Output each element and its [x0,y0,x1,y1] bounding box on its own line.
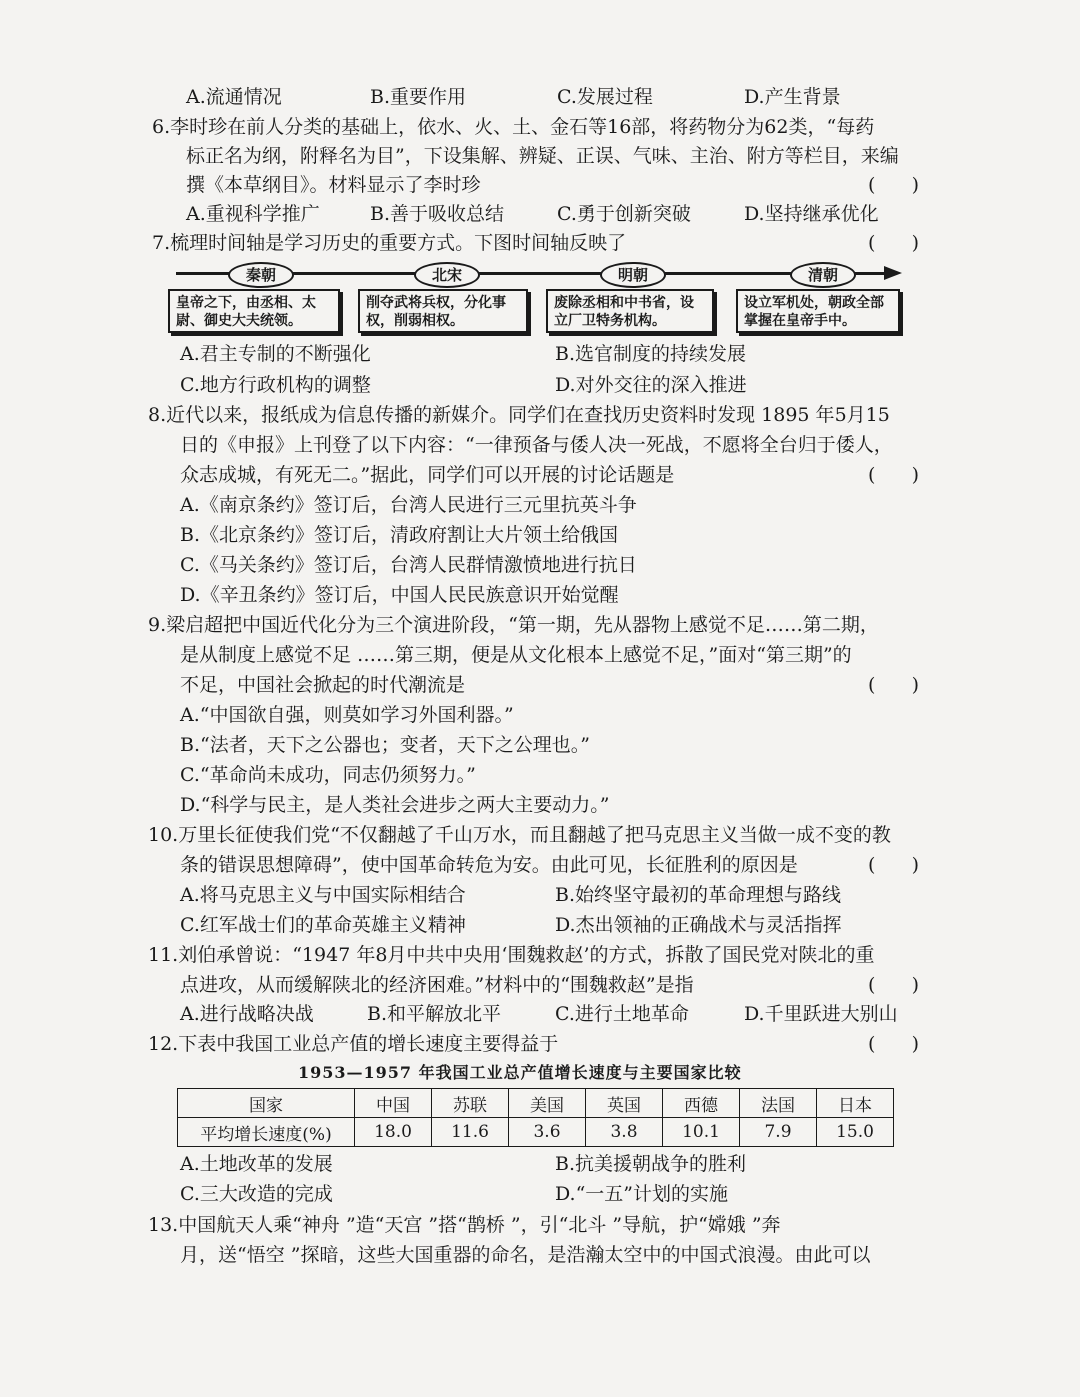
q7-option-c[interactable]: C.地方行政机构的调整 [180,374,371,396]
q7-stem: 7.梳理时间轴是学习历史的重要方式。下图时间轴反映了 [152,232,627,254]
q8-stem-line: 8.近代以来，报纸成为信息传播的新媒介。同学们在查找历史资料时发现 1895 年5月15 [148,404,890,426]
q6-answer-blank[interactable]: ( ) [868,174,920,196]
q6-option-a[interactable]: A.重视科学推广 [186,203,320,225]
q11-answer-blank[interactable]: ( ) [868,974,920,996]
q12-option-c[interactable]: C.三大改造的完成 [180,1183,333,1205]
q8-option-c[interactable]: C.《马关条约》签订后，台湾人民群情激愤地进行抗日 [180,554,637,576]
table-row [178,1089,894,1118]
q5-option-c[interactable]: C.发展过程 [557,86,653,108]
q5-option-b[interactable]: B.重要作用 [370,86,467,108]
q10-stem-line: 10.万里长征使我们党“不仅翻越了千山万水，而且翻越了把马克思主义当做一成不变的教 [148,824,891,846]
q8-stem-line: 众志成城，有死无二。”据此，同学们可以开展的讨论话题是 [180,464,675,486]
q12-option-b[interactable]: B.抗美援朝战争的胜利 [555,1153,747,1175]
q8-answer-blank[interactable]: ( ) [868,464,920,486]
q8-option-d[interactable]: D.《辛丑条约》签订后，中国人民民族意识开始觉醒 [180,584,619,606]
q10-option-b[interactable]: B.始终坚守最初的革命理想与路线 [555,884,842,906]
table-cell-country: 法国 [740,1089,817,1118]
q11-option-a[interactable]: A.进行战略决战 [180,1003,314,1025]
q9-option-c[interactable]: C.“革命尚未成功，同志仍须努力。” [180,764,476,786]
timeline-era-qin: 秦朝 [228,262,294,288]
q12-growth-table [177,1088,894,1147]
q9-option-d[interactable]: D.“科学与民主，是人类社会进步之两大主要动力。” [180,794,610,816]
q9-answer-blank[interactable]: ( ) [868,674,920,696]
timeline-note-beisong: 削夺武将兵权，分化事权，削弱相权。 [358,289,528,333]
q6-stem-line: 6.李时珍在前人分类的基础上，依水、火、土、金石等16部，将药物分为62类，“每药 [152,116,875,138]
q13-stem-line: 13.中国航天人乘“神舟 ”造“天宫 ”搭“鹊桥 ”，引“北斗 ”导航，护“嫦娥 ”奔 [148,1214,781,1236]
q6-stem-line: 撰《本草纲目》。材料显示了李时珍 [186,174,481,196]
q11-stem-line: 点进攻，从而缓解陕北的经济困难。”材料中的“围魏救赵”是指 [180,974,694,996]
table-cell-rate: 7.9 [740,1118,817,1147]
q7-option-a[interactable]: A.君主专制的不断强化 [180,343,371,365]
timeline-era-ming: 明朝 [600,262,666,288]
q12-table-title: 1953—1957 年我国工业总产值增长速度与主要国家比较 [298,1063,742,1082]
q10-option-a[interactable]: A.将马克思主义与中国实际相结合 [180,884,466,906]
timeline-note-qin: 皇帝之下，由丞相、太尉、御史大夫统领。 [168,289,340,333]
q12-option-d[interactable]: D.“一五”计划的实施 [555,1183,729,1205]
q9-stem-line: 9.梁启超把中国近代化分为三个演进阶段，“第一期，先从器物上感觉不足……第二期， [148,614,879,636]
q6-option-c[interactable]: C.勇于创新突破 [557,203,691,225]
timeline-note-ming: 废除丞相和中书省，设立厂卫特务机构。 [546,289,714,333]
table-cell-country: 西德 [663,1089,740,1118]
q5-option-d[interactable]: D.产生背景 [744,86,841,108]
q10-stem-line: 条的错误思想障碍”，使中国革命转危为安。由此可见，长征胜利的原因是 [180,854,798,876]
q12-answer-blank[interactable]: ( ) [868,1033,920,1055]
table-row-header: 国家 [178,1089,355,1118]
q9-stem-line: 不足，中国社会掀起的时代潮流是 [180,674,466,696]
q8-stem-line: 日的《申报》上刊登了以下内容：“一律预备与倭人决一死战，不愿将全台归于倭人， [180,434,893,456]
q8-option-a[interactable]: A.《南京条约》签订后，台湾人民进行三元里抗英斗争 [180,494,637,516]
q11-option-d[interactable]: D.千里跃进大别山 [744,1003,898,1025]
q9-stem-line: 是从制度上感觉不足 ……第三期，便是从文化根本上感觉不足，”面对“第三期”的 [180,644,852,666]
timeline-era-beisong: 北宋 [414,262,480,288]
q12-stem: 12.下表中我国工业总产值的增长速度主要得益于 [148,1033,559,1055]
table-cell-country: 中国 [355,1089,432,1118]
table-cell-rate: 11.6 [432,1118,509,1147]
table-cell-country: 苏联 [432,1089,509,1118]
q6-option-b[interactable]: B.善于吸收总结 [370,203,505,225]
q10-answer-blank[interactable]: ( ) [868,854,920,876]
table-row [178,1118,894,1147]
q8-option-b[interactable]: B.《北京条约》签订后，清政府割让大片领土给俄国 [180,524,619,546]
q11-option-b[interactable]: B.和平解放北平 [367,1003,502,1025]
table-cell-rate: 3.6 [509,1118,586,1147]
table-cell-rate: 18.0 [355,1118,432,1147]
q7-option-b[interactable]: B.选官制度的持续发展 [555,343,747,365]
q6-stem-line: 标正名为纲，附释名为目”，下设集解、辨疑、正误、气味、主治、附方等栏目，来编 [186,145,899,167]
table-cell-rate: 3.8 [586,1118,663,1147]
q11-option-c[interactable]: C.进行土地革命 [555,1003,689,1025]
q10-option-c[interactable]: C.红军战士们的革命英雄主义精神 [180,914,466,936]
table-row-header: 平均增长速度(%) [178,1118,355,1147]
q6-option-d[interactable]: D.坚持继承优化 [744,203,879,225]
timeline-era-qing: 清朝 [790,262,856,288]
q9-option-b[interactable]: B.“法者，天下之公器也；变者，天下之公理也。” [180,734,590,756]
table-cell-country: 英国 [586,1089,663,1118]
table-cell-country: 美国 [509,1089,586,1118]
q10-option-d[interactable]: D.杰出领袖的正确战术与灵活指挥 [555,914,842,936]
table-cell-rate: 15.0 [817,1118,894,1147]
q9-option-a[interactable]: A.“中国欲自强，则莫如学习外国利器。” [180,704,514,726]
q5-option-a[interactable]: A.流通情况 [186,86,282,108]
q13-stem-line: 月，送“悟空 ”探暗，这些大国重器的命名，是浩瀚太空中的中国式浪漫。由此可以 [180,1244,871,1266]
table-cell-rate: 10.1 [663,1118,740,1147]
table-cell-country: 日本 [817,1089,894,1118]
timeline-note-qing: 设立军机处，朝政全部掌握在皇帝手中。 [736,289,900,333]
q11-stem-line: 11.刘伯承曾说：“1947 年8月中共中央用‘围魏救赵’的方式，拆散了国民党对陕北的重 [148,944,875,966]
q7-answer-blank[interactable]: ( ) [868,232,920,254]
q7-option-d[interactable]: D.对外交往的深入推进 [555,374,747,396]
timeline-arrow-icon [884,266,902,280]
q12-option-a[interactable]: A.土地改革的发展 [180,1153,333,1175]
